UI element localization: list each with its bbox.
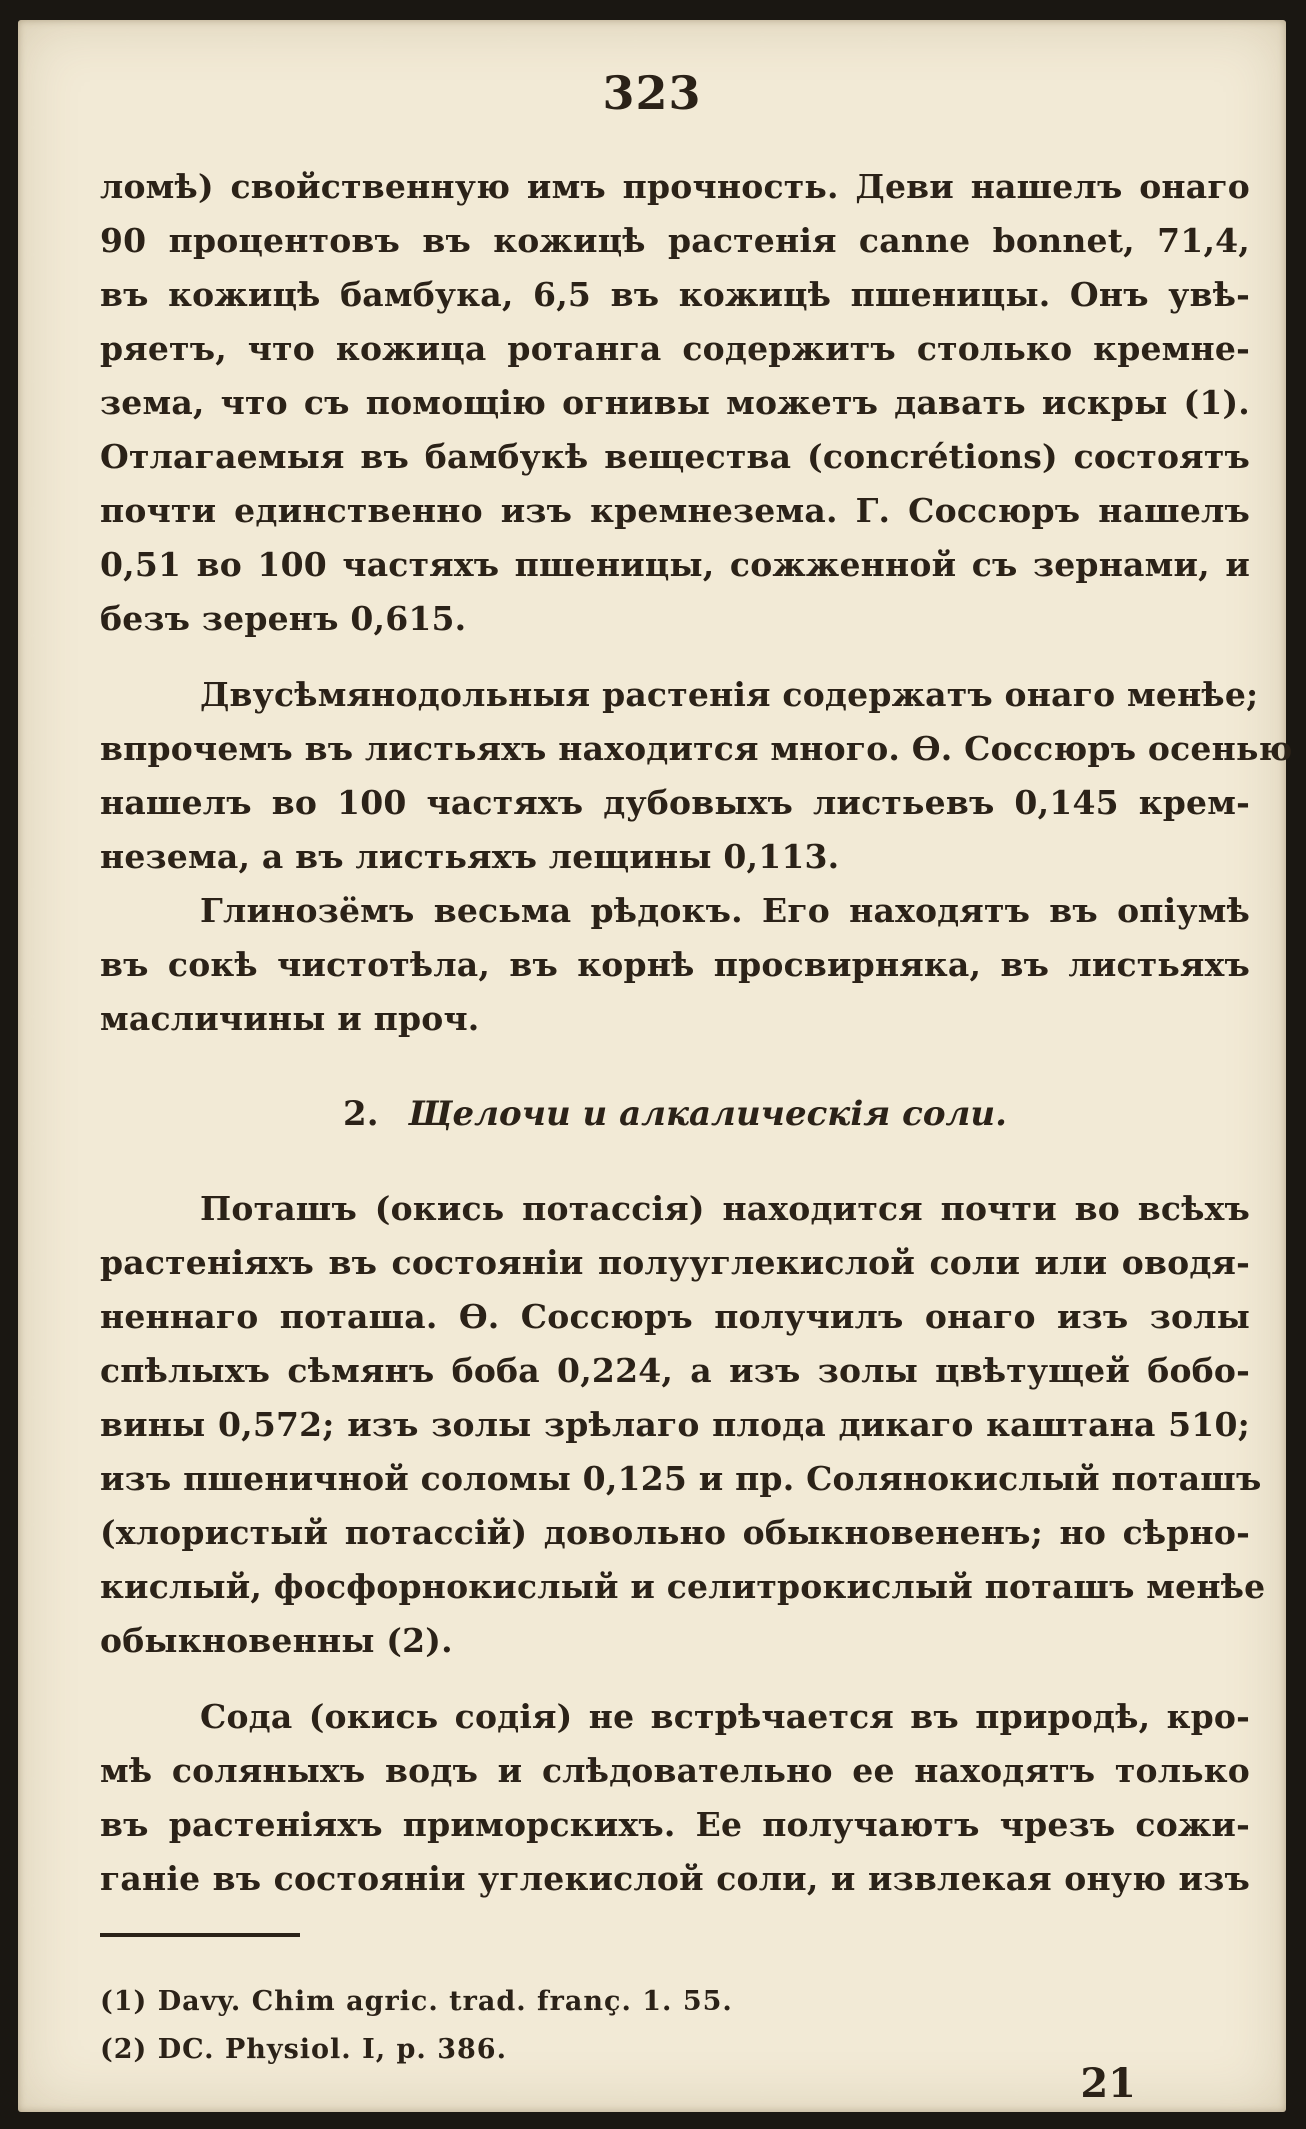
text-line: Сода (окись содія) не встрѣчается въ природѣ, кро- — [200, 1697, 1250, 1736]
text-line: растеніяхъ въ состояніи полууглекислой соли или оводя- — [100, 1243, 1250, 1282]
text-line: въ растеніяхъ приморскихъ. Ее получаютъ чрезъ сожи- — [100, 1805, 1250, 1844]
paragraph — [100, 1182, 1266, 1668]
text-line: кислый, фосфорнокислый и селитрокислый поташъ менѣе — [100, 1567, 1266, 1606]
footnote-rule — [100, 1933, 300, 1937]
text-line: нашелъ во 100 частяхъ дубовыхъ листьевъ 0,145 крем- — [100, 783, 1250, 822]
text-line: масличины и проч. — [100, 999, 480, 1038]
paragraph — [100, 160, 1250, 646]
text-line: неннаго поташа. Ѳ. Соссюръ получилъ онаго изъ золы — [100, 1297, 1250, 1336]
text-line: Двусѣмянодольныя растенія содержатъ онаго менѣе; — [200, 675, 1259, 714]
signature-mark: 21 — [1080, 2060, 1136, 2107]
text-line: почти единственно изъ кремнезема. Г. Соссюръ нашелъ — [100, 491, 1250, 530]
text-line: 0,51 во 100 частяхъ пшеницы, сожженной съ зернами, и — [100, 545, 1250, 584]
text-line: незема, а въ листьяхъ лещины 0,113. — [100, 837, 840, 876]
text-line: Отлагаемыя въ бамбукѣ вещества (concrétions) состоятъ — [100, 437, 1250, 476]
page-number: 323 — [602, 66, 702, 120]
footnotes — [100, 1978, 1250, 2074]
section-title: Щелочи и алкалическія соли. — [408, 1094, 1007, 1134]
text-line: мѣ соляныхъ водъ и слѣдовательно ее находятъ только — [100, 1751, 1250, 1790]
text-line: Поташъ (окись потассія) находится почти во всѣхъ — [200, 1189, 1250, 1228]
book-page — [18, 20, 1293, 2112]
text-line: изъ пшеничной соломы 0,125 и пр. Солянокислый поташъ — [100, 1459, 1262, 1498]
text-line: вины 0,572; изъ золы зрѣлаго плода дикаго каштана 510; — [100, 1405, 1250, 1444]
text-line: ганіе въ состояніи углекислой соли, и извлекая оную изъ — [100, 1859, 1250, 1898]
text-line: обыкновенны (2). — [100, 1621, 453, 1660]
text-line: въ кожицѣ бамбука, 6,5 въ кожицѣ пшеницы. Онъ увѣ- — [100, 275, 1250, 314]
page-body — [100, 160, 1293, 1906]
text-line: Глинозёмъ весьма рѣдокъ. Его находятъ въ опіумѣ — [200, 891, 1250, 930]
paragraph — [100, 884, 1250, 1046]
text-line: зема, что съ помощію огнивы можетъ давать искры (1). — [100, 383, 1250, 422]
paragraph — [100, 668, 1293, 884]
paragraph — [100, 1690, 1250, 1906]
section-heading — [100, 1086, 1250, 1142]
footnote: (1) Davy. Chim agric. trad. franç. 1. 55. — [100, 1986, 733, 2017]
text-line: въ сокѣ чистотѣла, въ корнѣ просвирняка, въ листьяхъ — [100, 945, 1250, 984]
section-number: 2. — [343, 1094, 379, 1134]
text-line: ломѣ) свойственную имъ прочность. Деви нашелъ онаго — [100, 167, 1250, 206]
text-line: 90 процентовъ въ кожицѣ растенія canne bonnet, 71,4, — [100, 221, 1250, 260]
text-line: безъ зеренъ 0,615. — [100, 599, 467, 638]
text-line: ряетъ, что кожица ротанга содержитъ столько кремне- — [100, 329, 1250, 368]
text-line: спѣлыхъ сѣмянъ боба 0,224, а изъ золы цвѣтущей бобо- — [100, 1351, 1250, 1390]
footnote: (2) DC. Physiol. I, p. 386. — [100, 2034, 507, 2065]
text-line: (хлористый потассій) довольно обыкновененъ; но сѣрно- — [100, 1513, 1250, 1552]
text-line: впрочемъ въ листьяхъ находится много. Ѳ. Соссюръ осенью — [100, 729, 1293, 768]
